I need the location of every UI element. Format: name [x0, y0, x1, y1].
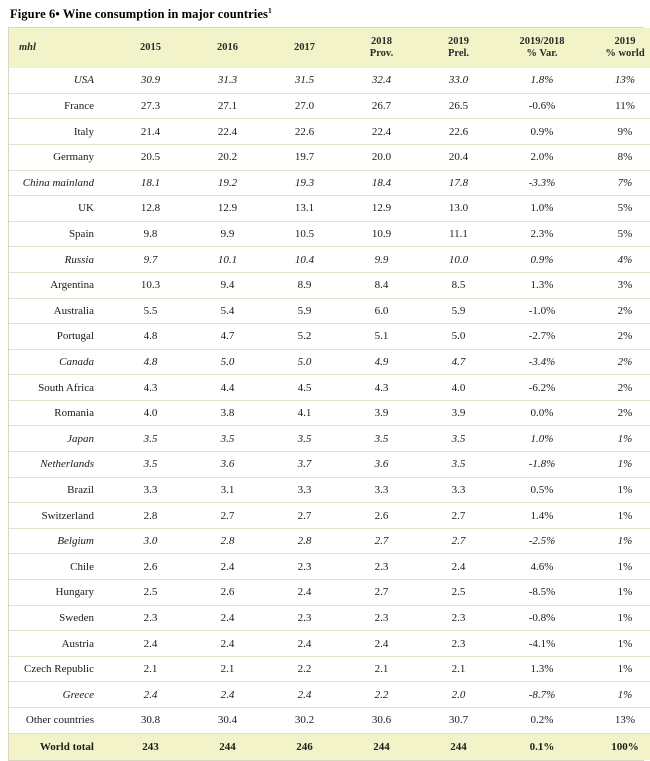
row-value-world-share: 1%: [587, 554, 650, 580]
row-value-2015: 2.4: [112, 631, 189, 657]
table-row: [9, 708, 650, 734]
row-value-2018: 3.3: [343, 477, 420, 503]
column-header-2016-label: 2016: [217, 42, 238, 54]
row-country-label: Other countries: [9, 708, 112, 734]
row-value-2018: 4.9: [343, 349, 420, 375]
row-value-world-share: 13%: [587, 708, 650, 734]
row-value-world-share: 2%: [587, 298, 650, 324]
row-value-2016: 2.6: [189, 580, 266, 606]
row-country-label: South Africa: [9, 375, 112, 401]
row-value-2019: 2.4: [420, 554, 497, 580]
row-value-2015: 20.5: [112, 144, 189, 170]
row-value-2019: 2.5: [420, 580, 497, 606]
row-value-variation: -2.7%: [497, 324, 587, 350]
row-value-2019: 2.7: [420, 503, 497, 529]
row-value-2015: 4.0: [112, 400, 189, 426]
row-value-2015: 3.0: [112, 528, 189, 554]
row-value-2015: 2.1: [112, 656, 189, 682]
row-value-2018: 32.4: [343, 68, 420, 93]
row-value-2017: 13.1: [266, 196, 343, 222]
row-value-2016: 2.1: [189, 656, 266, 682]
column-header-variation: [497, 28, 587, 68]
row-country-label: Spain: [9, 221, 112, 247]
row-value-2015: 12.8: [112, 196, 189, 222]
row-value-2016: 5.4: [189, 298, 266, 324]
row-value-2018: 2.7: [343, 528, 420, 554]
row-value-2018: 20.0: [343, 144, 420, 170]
row-value-2016: 3.1: [189, 477, 266, 503]
row-country-label: Hungary: [9, 580, 112, 606]
row-value-2017: 2.3: [266, 605, 343, 631]
row-value-2018: 5.1: [343, 324, 420, 350]
row-value-2015: 2.4: [112, 682, 189, 708]
row-country-label: Russia: [9, 247, 112, 273]
row-value-2018: 10.9: [343, 221, 420, 247]
row-value-world-share: 7%: [587, 170, 650, 196]
row-value-2015: 4.8: [112, 324, 189, 350]
row-country-label: Sweden: [9, 605, 112, 631]
row-value-variation: 1.3%: [497, 656, 587, 682]
row-value-2015: 27.3: [112, 93, 189, 119]
row-value-2016: 9.4: [189, 272, 266, 298]
table-row: [9, 656, 650, 682]
row-value-world-share: 2%: [587, 400, 650, 426]
row-value-2019: 11.1: [420, 221, 497, 247]
row-value-2018: 12.9: [343, 196, 420, 222]
row-value-variation: -1.0%: [497, 298, 587, 324]
wine-consumption-table-wrapper: [8, 27, 644, 760]
row-value-2019: 20.4: [420, 144, 497, 170]
row-value-world-share: 1%: [587, 605, 650, 631]
row-value-2015: 30.9: [112, 68, 189, 93]
table-row: [9, 580, 650, 606]
row-value-2019: 3.5: [420, 452, 497, 478]
row-value-2019: 2.3: [420, 605, 497, 631]
row-value-2018: 3.6: [343, 452, 420, 478]
world-total-row: [9, 733, 650, 760]
row-value-2018: 2.2: [343, 682, 420, 708]
row-value-2019: 13.0: [420, 196, 497, 222]
row-value-world-share: 11%: [587, 93, 650, 119]
row-value-2019: 30.7: [420, 708, 497, 734]
page-title: [10, 6, 642, 22]
row-value-variation: -8.7%: [497, 682, 587, 708]
row-value-world-share: 5%: [587, 196, 650, 222]
table-header-row: [9, 28, 650, 68]
row-value-world-share: 1%: [587, 656, 650, 682]
table-row: [9, 247, 650, 273]
column-header-2018-label: 2018: [371, 36, 392, 48]
row-value-2017: 30.2: [266, 708, 343, 734]
row-country-label: Austria: [9, 631, 112, 657]
table-row: [9, 68, 650, 93]
row-country-label: Romania: [9, 400, 112, 426]
row-value-2016: 4.4: [189, 375, 266, 401]
row-value-2017: 3.3: [266, 477, 343, 503]
row-value-2019: 33.0: [420, 68, 497, 93]
row-value-2015: 3.3: [112, 477, 189, 503]
row-value-2017: 2.4: [266, 631, 343, 657]
row-value-world-share: 1%: [587, 477, 650, 503]
row-value-2016: 3.5: [189, 426, 266, 452]
column-header-2017: [266, 28, 343, 68]
row-value-2015: 3.5: [112, 452, 189, 478]
row-value-world-share: 13%: [587, 68, 650, 93]
table-row: [9, 682, 650, 708]
row-value-2018: 2.1: [343, 656, 420, 682]
figure-title-text: Figure 6• Wine consumption in major countries: [10, 7, 268, 22]
table-row: [9, 400, 650, 426]
row-value-2016: 2.4: [189, 631, 266, 657]
row-value-2016: 5.0: [189, 349, 266, 375]
row-country-label: Portugal: [9, 324, 112, 350]
row-value-2019: 5.0: [420, 324, 497, 350]
row-value-2018: 30.6: [343, 708, 420, 734]
row-value-2018: 2.7: [343, 580, 420, 606]
row-value-variation: -3.3%: [497, 170, 587, 196]
row-value-2016: 3.6: [189, 452, 266, 478]
world-total-2018: 244: [343, 733, 420, 760]
row-value-2016: 30.4: [189, 708, 266, 734]
row-value-world-share: 1%: [587, 631, 650, 657]
table-row: [9, 426, 650, 452]
table-row: [9, 605, 650, 631]
row-value-2019: 3.9: [420, 400, 497, 426]
row-value-2015: 9.7: [112, 247, 189, 273]
row-value-2017: 10.5: [266, 221, 343, 247]
row-value-variation: 1.3%: [497, 272, 587, 298]
row-value-2019: 8.5: [420, 272, 497, 298]
table-row: [9, 196, 650, 222]
row-value-variation: -4.1%: [497, 631, 587, 657]
row-value-2016: 31.3: [189, 68, 266, 93]
row-value-world-share: 4%: [587, 247, 650, 273]
row-country-label: Greece: [9, 682, 112, 708]
world-total-label: World total: [9, 733, 112, 760]
row-value-world-share: 5%: [587, 221, 650, 247]
column-header-2018-sub: Prov.: [369, 48, 394, 60]
row-value-variation: 0.9%: [497, 247, 587, 273]
wine-consumption-table: [9, 28, 650, 759]
column-header-unit: mhl: [9, 28, 112, 68]
row-value-2017: 4.1: [266, 400, 343, 426]
column-header-variation-label: 2019/2018: [519, 36, 565, 48]
table-row: [9, 452, 650, 478]
table-row: [9, 528, 650, 554]
row-value-2017: 2.4: [266, 682, 343, 708]
column-header-world-share: [587, 28, 650, 68]
row-value-2015: 4.8: [112, 349, 189, 375]
table-body: [9, 68, 650, 733]
column-header-world-share-label: 2019: [614, 36, 636, 48]
row-value-2017: 5.0: [266, 349, 343, 375]
table-row: [9, 144, 650, 170]
row-value-2015: 4.3: [112, 375, 189, 401]
row-value-variation: -2.5%: [497, 528, 587, 554]
row-country-label: Italy: [9, 119, 112, 145]
row-value-2017: 5.9: [266, 298, 343, 324]
row-value-2019: 2.7: [420, 528, 497, 554]
world-total-2019: 244: [420, 733, 497, 760]
row-value-variation: 4.6%: [497, 554, 587, 580]
row-value-2018: 8.4: [343, 272, 420, 298]
row-value-2019: 26.5: [420, 93, 497, 119]
row-value-world-share: 2%: [587, 375, 650, 401]
table-row: [9, 349, 650, 375]
column-header-2015: [112, 28, 189, 68]
table-row: [9, 272, 650, 298]
row-value-2016: 12.9: [189, 196, 266, 222]
row-value-2015: 9.8: [112, 221, 189, 247]
row-value-2017: 2.7: [266, 503, 343, 529]
column-header-variation-sub: % Var.: [526, 48, 558, 60]
row-value-2017: 5.2: [266, 324, 343, 350]
column-header-2019-label: 2019: [448, 36, 469, 48]
row-value-2015: 21.4: [112, 119, 189, 145]
row-country-label: Chile: [9, 554, 112, 580]
row-value-2018: 22.4: [343, 119, 420, 145]
column-header-2015-label: 2015: [140, 42, 161, 54]
row-value-2019: 22.6: [420, 119, 497, 145]
column-header-2019-prel: [420, 28, 497, 68]
row-value-variation: 0.2%: [497, 708, 587, 734]
table-row: [9, 170, 650, 196]
row-value-variation: -1.8%: [497, 452, 587, 478]
row-country-label: Japan: [9, 426, 112, 452]
row-value-2016: 10.1: [189, 247, 266, 273]
column-header-2018-prov: [343, 28, 420, 68]
row-country-label: Belgium: [9, 528, 112, 554]
row-value-2017: 2.3: [266, 554, 343, 580]
row-value-2019: 3.5: [420, 426, 497, 452]
table-row: [9, 631, 650, 657]
table-row: [9, 93, 650, 119]
row-value-2018: 2.3: [343, 554, 420, 580]
row-country-label: Australia: [9, 298, 112, 324]
row-value-2017: 4.5: [266, 375, 343, 401]
row-country-label: Czech Republic: [9, 656, 112, 682]
column-header-world-share-sub: % world: [605, 48, 645, 60]
row-value-2016: 27.1: [189, 93, 266, 119]
row-value-2019: 4.0: [420, 375, 497, 401]
row-value-2017: 3.5: [266, 426, 343, 452]
figure-title-footnote-marker: 1: [267, 6, 272, 15]
row-value-variation: 1.4%: [497, 503, 587, 529]
column-header-2019-sub: Prel.: [447, 48, 470, 60]
column-header-2017-label: 2017: [294, 42, 315, 54]
row-value-variation: 2.0%: [497, 144, 587, 170]
row-value-2019: 5.9: [420, 298, 497, 324]
table-row: [9, 375, 650, 401]
table-row: [9, 554, 650, 580]
row-country-label: France: [9, 93, 112, 119]
row-country-label: Argentina: [9, 272, 112, 298]
row-value-variation: 0.9%: [497, 119, 587, 145]
row-value-world-share: 2%: [587, 324, 650, 350]
row-value-variation: 1.0%: [497, 196, 587, 222]
world-total-world-share: 100%: [587, 733, 650, 760]
row-value-2016: 2.8: [189, 528, 266, 554]
table-row: [9, 119, 650, 145]
row-value-2015: 3.5: [112, 426, 189, 452]
row-value-world-share: 1%: [587, 580, 650, 606]
row-country-label: Germany: [9, 144, 112, 170]
row-value-2018: 6.0: [343, 298, 420, 324]
row-value-2018: 2.6: [343, 503, 420, 529]
row-value-2019: 2.0: [420, 682, 497, 708]
row-value-2016: 3.8: [189, 400, 266, 426]
world-total-2017: 246: [266, 733, 343, 760]
column-header-2016: [189, 28, 266, 68]
row-country-label: Switzerland: [9, 503, 112, 529]
row-value-2016: 22.4: [189, 119, 266, 145]
row-value-world-share: 1%: [587, 452, 650, 478]
row-value-2016: 19.2: [189, 170, 266, 196]
world-total-2015: 243: [112, 733, 189, 760]
row-country-label: USA: [9, 68, 112, 93]
row-value-2015: 10.3: [112, 272, 189, 298]
row-value-variation: -8.5%: [497, 580, 587, 606]
row-value-world-share: 8%: [587, 144, 650, 170]
row-value-variation: -0.6%: [497, 93, 587, 119]
row-country-label: China mainland: [9, 170, 112, 196]
row-value-2018: 2.4: [343, 631, 420, 657]
row-value-variation: 1.8%: [497, 68, 587, 93]
row-value-2016: 4.7: [189, 324, 266, 350]
row-value-2017: 3.7: [266, 452, 343, 478]
table-row: [9, 298, 650, 324]
row-value-2018: 3.5: [343, 426, 420, 452]
row-value-variation: 0.5%: [497, 477, 587, 503]
row-country-label: UK: [9, 196, 112, 222]
row-value-world-share: 1%: [587, 528, 650, 554]
row-value-2015: 2.8: [112, 503, 189, 529]
row-value-2017: 27.0: [266, 93, 343, 119]
row-value-variation: 0.0%: [497, 400, 587, 426]
row-value-2017: 10.4: [266, 247, 343, 273]
row-value-2019: 2.1: [420, 656, 497, 682]
row-value-2016: 2.7: [189, 503, 266, 529]
world-total-2016: 244: [189, 733, 266, 760]
row-country-label: Canada: [9, 349, 112, 375]
row-country-label: Brazil: [9, 477, 112, 503]
row-value-world-share: 1%: [587, 426, 650, 452]
row-value-2017: 2.8: [266, 528, 343, 554]
row-value-2015: 30.8: [112, 708, 189, 734]
row-value-2017: 19.3: [266, 170, 343, 196]
row-value-world-share: 1%: [587, 682, 650, 708]
row-value-2015: 2.3: [112, 605, 189, 631]
row-value-2015: 2.6: [112, 554, 189, 580]
row-value-2016: 2.4: [189, 605, 266, 631]
row-value-2016: 2.4: [189, 554, 266, 580]
row-value-2018: 26.7: [343, 93, 420, 119]
table-header: [9, 28, 650, 68]
row-value-variation: -0.8%: [497, 605, 587, 631]
world-total-variation: 0.1%: [497, 733, 587, 760]
row-value-world-share: 1%: [587, 503, 650, 529]
row-value-2018: 2.3: [343, 605, 420, 631]
row-value-2018: 4.3: [343, 375, 420, 401]
row-value-2017: 8.9: [266, 272, 343, 298]
row-value-2016: 2.4: [189, 682, 266, 708]
row-value-2017: 19.7: [266, 144, 343, 170]
row-value-2018: 3.9: [343, 400, 420, 426]
row-value-2016: 9.9: [189, 221, 266, 247]
table-footer: [9, 733, 650, 760]
row-value-2017: 31.5: [266, 68, 343, 93]
row-value-2017: 2.2: [266, 656, 343, 682]
row-value-variation: 1.0%: [497, 426, 587, 452]
row-value-2015: 2.5: [112, 580, 189, 606]
row-value-2019: 4.7: [420, 349, 497, 375]
row-value-variation: -3.4%: [497, 349, 587, 375]
row-value-2019: 2.3: [420, 631, 497, 657]
table-row: [9, 503, 650, 529]
row-value-2016: 20.2: [189, 144, 266, 170]
row-country-label: Netherlands: [9, 452, 112, 478]
row-value-2017: 2.4: [266, 580, 343, 606]
row-value-world-share: 9%: [587, 119, 650, 145]
row-value-2018: 18.4: [343, 170, 420, 196]
row-value-2015: 18.1: [112, 170, 189, 196]
row-value-variation: -6.2%: [497, 375, 587, 401]
table-row: [9, 221, 650, 247]
row-value-2017: 22.6: [266, 119, 343, 145]
row-value-world-share: 3%: [587, 272, 650, 298]
row-value-2019: 10.0: [420, 247, 497, 273]
row-value-world-share: 2%: [587, 349, 650, 375]
table-row: [9, 477, 650, 503]
row-value-2019: 3.3: [420, 477, 497, 503]
row-value-2019: 17.8: [420, 170, 497, 196]
table-row: [9, 324, 650, 350]
row-value-2015: 5.5: [112, 298, 189, 324]
row-value-2018: 9.9: [343, 247, 420, 273]
row-value-variation: 2.3%: [497, 221, 587, 247]
